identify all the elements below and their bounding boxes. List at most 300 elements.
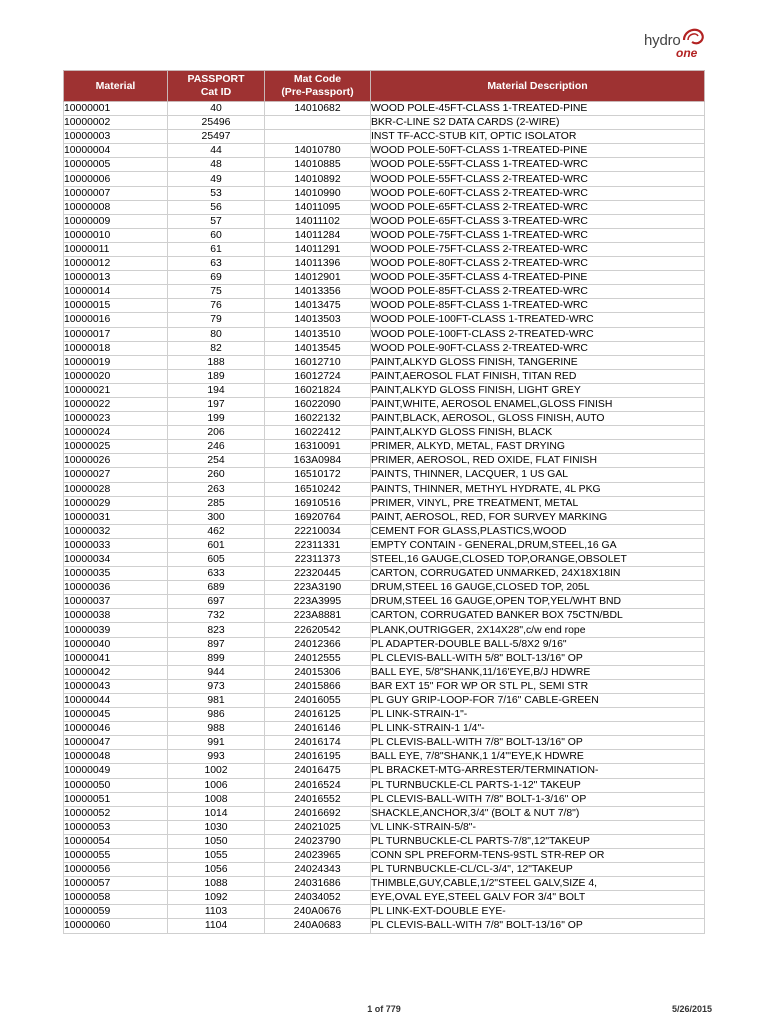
- cell-material: 10000002: [64, 116, 168, 130]
- cell-mat-code: 24016692: [265, 806, 371, 820]
- cell-passport-cat-id: 246: [168, 440, 265, 454]
- materials-table: [63, 70, 705, 934]
- cell-passport-cat-id: 199: [168, 412, 265, 426]
- cell-mat-code: 14013475: [265, 299, 371, 313]
- cell-material-description: PAINT,ALKYD GLOSS FINISH, BLACK: [371, 426, 705, 440]
- table-header-row: [64, 71, 705, 102]
- table-row: [64, 722, 705, 736]
- cell-passport-cat-id: 189: [168, 369, 265, 383]
- cell-material: 10000020: [64, 369, 168, 383]
- table-row: [64, 665, 705, 679]
- cell-material-description: WOOD POLE-80FT-CLASS 2-TREATED-WRC: [371, 257, 705, 271]
- cell-mat-code: 16910516: [265, 496, 371, 510]
- hydro-one-logo: [644, 22, 716, 66]
- cell-material: 10000006: [64, 172, 168, 186]
- cell-mat-code: 14010780: [265, 144, 371, 158]
- cell-material: 10000011: [64, 242, 168, 256]
- cell-passport-cat-id: 1014: [168, 806, 265, 820]
- cell-passport-cat-id: 75: [168, 285, 265, 299]
- table-row: [64, 863, 705, 877]
- table-row: [64, 496, 705, 510]
- cell-mat-code: 24016195: [265, 750, 371, 764]
- table-row: [64, 130, 705, 144]
- cell-passport-cat-id: 697: [168, 595, 265, 609]
- logo-text-one: one: [676, 46, 698, 60]
- cell-passport-cat-id: 973: [168, 679, 265, 693]
- cell-passport-cat-id: 25496: [168, 116, 265, 130]
- column-header-material: Material: [64, 71, 168, 102]
- table-row: [64, 581, 705, 595]
- cell-mat-code: 16920764: [265, 510, 371, 524]
- cell-mat-code: 240A0676: [265, 905, 371, 919]
- cell-material-description: PAINTS, THINNER, METHYL HYDRATE, 4L PKG: [371, 482, 705, 496]
- cell-passport-cat-id: 1008: [168, 792, 265, 806]
- table-row: [64, 412, 705, 426]
- cell-mat-code: 16310091: [265, 440, 371, 454]
- cell-material: 10000056: [64, 863, 168, 877]
- cell-material: 10000005: [64, 158, 168, 172]
- cell-passport-cat-id: 1030: [168, 820, 265, 834]
- table-row: [64, 144, 705, 158]
- table-row: [64, 397, 705, 411]
- table-row: [64, 468, 705, 482]
- cell-mat-code: 16012724: [265, 369, 371, 383]
- cell-passport-cat-id: 993: [168, 750, 265, 764]
- cell-material-description: PAINT,ALKYD GLOSS FINISH, TANGERINE: [371, 355, 705, 369]
- cell-mat-code: 24021025: [265, 820, 371, 834]
- cell-material: 10000035: [64, 567, 168, 581]
- cell-material-description: PAINT,WHITE, AEROSOL ENAMEL,GLOSS FINISH: [371, 397, 705, 411]
- cell-mat-code: 24034052: [265, 891, 371, 905]
- table-row: [64, 369, 705, 383]
- cell-material: 10000028: [64, 482, 168, 496]
- cell-mat-code: 16021824: [265, 383, 371, 397]
- cell-mat-code: 223A3190: [265, 581, 371, 595]
- cell-mat-code: 16022090: [265, 397, 371, 411]
- cell-material: 10000018: [64, 341, 168, 355]
- table-row: [64, 426, 705, 440]
- cell-material: 10000040: [64, 637, 168, 651]
- cell-material: 10000060: [64, 919, 168, 933]
- cell-material-description: PAINTS, THINNER, LACQUER, 1 US GAL: [371, 468, 705, 482]
- cell-mat-code: 24016055: [265, 693, 371, 707]
- cell-passport-cat-id: 899: [168, 651, 265, 665]
- cell-material: 10000013: [64, 271, 168, 285]
- table-row: [64, 172, 705, 186]
- cell-passport-cat-id: 197: [168, 397, 265, 411]
- cell-material-description: VL LINK-STRAIN-5/8"-: [371, 820, 705, 834]
- cell-material-description: SHACKLE,ANCHOR,3/4" (BOLT & NUT 7/8"): [371, 806, 705, 820]
- cell-material-description: CARTON, CORRUGATED BANKER BOX 75CTN/BDL: [371, 609, 705, 623]
- cell-material-description: PAINT,ALKYD GLOSS FINISH, LIGHT GREY: [371, 383, 705, 397]
- cell-material: 10000052: [64, 806, 168, 820]
- cell-material: 10000041: [64, 651, 168, 665]
- table-row: [64, 623, 705, 637]
- cell-material-description: PL CLEVIS-BALL-WITH 7/8" BOLT-13/16" OP: [371, 919, 705, 933]
- table-row: [64, 651, 705, 665]
- table-row: [64, 595, 705, 609]
- cell-material: 10000059: [64, 905, 168, 919]
- cell-material-description: WOOD POLE-75FT-CLASS 1-TREATED-WRC: [371, 228, 705, 242]
- cell-mat-code: 24023965: [265, 848, 371, 862]
- cell-passport-cat-id: 1050: [168, 834, 265, 848]
- table-row: [64, 228, 705, 242]
- cell-material-description: PAINT,BLACK, AEROSOL, GLOSS FINISH, AUTO: [371, 412, 705, 426]
- cell-mat-code: 24016524: [265, 778, 371, 792]
- cell-material-description: PL BRACKET-MTG-ARRESTER/TERMINATION-: [371, 764, 705, 778]
- cell-mat-code: 24031686: [265, 877, 371, 891]
- cell-material: 10000029: [64, 496, 168, 510]
- cell-passport-cat-id: 1006: [168, 778, 265, 792]
- cell-mat-code: 16510172: [265, 468, 371, 482]
- cell-material: 10000016: [64, 313, 168, 327]
- cell-passport-cat-id: 633: [168, 567, 265, 581]
- cell-mat-code: 24016552: [265, 792, 371, 806]
- table-row: [64, 736, 705, 750]
- cell-mat-code: 24016174: [265, 736, 371, 750]
- cell-material: 10000012: [64, 257, 168, 271]
- table-row: [64, 186, 705, 200]
- table-row: [64, 848, 705, 862]
- cell-material: 10000058: [64, 891, 168, 905]
- cell-passport-cat-id: 254: [168, 454, 265, 468]
- cell-material-description: WOOD POLE-35FT-CLASS 4-TREATED-PINE: [371, 271, 705, 285]
- cell-mat-code: 24015866: [265, 679, 371, 693]
- table-row: [64, 834, 705, 848]
- cell-passport-cat-id: 823: [168, 623, 265, 637]
- cell-material-description: WOOD POLE-100FT-CLASS 2-TREATED-WRC: [371, 327, 705, 341]
- table-row: [64, 383, 705, 397]
- cell-material: 10000046: [64, 722, 168, 736]
- table-row: [64, 891, 705, 905]
- cell-material: 10000055: [64, 848, 168, 862]
- table-row: [64, 102, 705, 116]
- cell-material: 10000053: [64, 820, 168, 834]
- table-row: [64, 679, 705, 693]
- cell-passport-cat-id: 986: [168, 708, 265, 722]
- cell-passport-cat-id: 69: [168, 271, 265, 285]
- cell-passport-cat-id: 285: [168, 496, 265, 510]
- cell-material-description: STEEL,16 GAUGE,CLOSED TOP,ORANGE,OBSOLET: [371, 553, 705, 567]
- cell-passport-cat-id: 601: [168, 538, 265, 552]
- cell-mat-code: 14012901: [265, 271, 371, 285]
- cell-material-description: PLANK,OUTRIGGER, 2X14X28",c/w end rope: [371, 623, 705, 637]
- cell-mat-code: 16022412: [265, 426, 371, 440]
- cell-material: 10000026: [64, 454, 168, 468]
- table-row: [64, 482, 705, 496]
- cell-passport-cat-id: 80: [168, 327, 265, 341]
- cell-material: 10000019: [64, 355, 168, 369]
- cell-passport-cat-id: 462: [168, 524, 265, 538]
- cell-material: 10000038: [64, 609, 168, 623]
- table-row: [64, 708, 705, 722]
- cell-mat-code: 14011396: [265, 257, 371, 271]
- cell-passport-cat-id: 76: [168, 299, 265, 313]
- table-row: [64, 440, 705, 454]
- cell-material: 10000031: [64, 510, 168, 524]
- cell-material-description: WOOD POLE-85FT-CLASS 1-TREATED-WRC: [371, 299, 705, 313]
- cell-passport-cat-id: 944: [168, 665, 265, 679]
- table-row: [64, 299, 705, 313]
- cell-material-description: PRIMER, AEROSOL, RED OXIDE, FLAT FINISH: [371, 454, 705, 468]
- cell-passport-cat-id: 188: [168, 355, 265, 369]
- cell-material-description: PL LINK-STRAIN-1"-: [371, 708, 705, 722]
- cell-material-description: PL ADAPTER-DOUBLE BALL-5/8X2 9/16": [371, 637, 705, 651]
- cell-mat-code: 22210034: [265, 524, 371, 538]
- cell-mat-code: 223A3995: [265, 595, 371, 609]
- column-header-mat-code: Mat Code (Pre-Passport): [265, 71, 371, 102]
- cell-material: 10000024: [64, 426, 168, 440]
- cell-material-description: WOOD POLE-60FT-CLASS 2-TREATED-WRC: [371, 186, 705, 200]
- cell-passport-cat-id: 1002: [168, 764, 265, 778]
- cell-material: 10000042: [64, 665, 168, 679]
- cell-material-description: WOOD POLE-100FT-CLASS 1-TREATED-WRC: [371, 313, 705, 327]
- cell-passport-cat-id: 300: [168, 510, 265, 524]
- cell-mat-code: 16012710: [265, 355, 371, 369]
- cell-material-description: PL CLEVIS-BALL-WITH 7/8" BOLT-1-3/16" OP: [371, 792, 705, 806]
- table-row: [64, 524, 705, 538]
- column-header-passport-cat-id: PASSPORT Cat ID: [168, 71, 265, 102]
- cell-material-description: BALL EYE, 7/8"SHANK,1 1/4"'EYE,K HDWRE: [371, 750, 705, 764]
- cell-material: 10000025: [64, 440, 168, 454]
- cell-passport-cat-id: 260: [168, 468, 265, 482]
- table-row: [64, 271, 705, 285]
- table-row: [64, 750, 705, 764]
- cell-material-description: PL LINK-STRAIN-1 1/4"-: [371, 722, 705, 736]
- cell-passport-cat-id: 1056: [168, 863, 265, 877]
- cell-material: 10000015: [64, 299, 168, 313]
- cell-passport-cat-id: 194: [168, 383, 265, 397]
- table-row: [64, 919, 705, 933]
- cell-passport-cat-id: 60: [168, 228, 265, 242]
- cell-mat-code: 14010892: [265, 172, 371, 186]
- cell-material-description: INST TF-ACC-STUB KIT, OPTIC ISOLATOR: [371, 130, 705, 144]
- cell-material: 10000010: [64, 228, 168, 242]
- cell-passport-cat-id: 263: [168, 482, 265, 496]
- cell-material-description: EYE,OVAL EYE,STEEL GALV FOR 3/4" BOLT: [371, 891, 705, 905]
- cell-material-description: WOOD POLE-85FT-CLASS 2-TREATED-WRC: [371, 285, 705, 299]
- cell-mat-code: 22311331: [265, 538, 371, 552]
- cell-material-description: CEMENT FOR GLASS,PLASTICS,WOOD: [371, 524, 705, 538]
- cell-mat-code: 163A0984: [265, 454, 371, 468]
- cell-passport-cat-id: 991: [168, 736, 265, 750]
- table-row: [64, 609, 705, 623]
- cell-passport-cat-id: 63: [168, 257, 265, 271]
- cell-material-description: DRUM,STEEL 16 GAUGE,CLOSED TOP, 205L: [371, 581, 705, 595]
- cell-mat-code: 14010885: [265, 158, 371, 172]
- table-row: [64, 693, 705, 707]
- table-row: [64, 510, 705, 524]
- cell-mat-code: 14011291: [265, 242, 371, 256]
- cell-material-description: PL TURNBUCKLE-CL/CL-3/4", 12"TAKEUP: [371, 863, 705, 877]
- cell-passport-cat-id: 48: [168, 158, 265, 172]
- cell-material-description: WOOD POLE-65FT-CLASS 2-TREATED-WRC: [371, 200, 705, 214]
- table-row: [64, 778, 705, 792]
- cell-mat-code: 14011095: [265, 200, 371, 214]
- table-row: [64, 200, 705, 214]
- cell-material-description: BKR-C-LINE S2 DATA CARDS (2-WIRE): [371, 116, 705, 130]
- cell-mat-code: 240A0683: [265, 919, 371, 933]
- cell-mat-code: 14013503: [265, 313, 371, 327]
- cell-material: 10000043: [64, 679, 168, 693]
- cell-material-description: CARTON, CORRUGATED UNMARKED, 24X18X18IN: [371, 567, 705, 581]
- cell-material-description: WOOD POLE-90FT-CLASS 2-TREATED-WRC: [371, 341, 705, 355]
- cell-passport-cat-id: 61: [168, 242, 265, 256]
- page-number: 1 of 779: [367, 1004, 401, 1014]
- cell-material-description: PRIMER, ALKYD, METAL, FAST DRYING: [371, 440, 705, 454]
- cell-material: 10000045: [64, 708, 168, 722]
- cell-material-description: WOOD POLE-55FT-CLASS 1-TREATED-WRC: [371, 158, 705, 172]
- cell-passport-cat-id: 732: [168, 609, 265, 623]
- cell-passport-cat-id: 53: [168, 186, 265, 200]
- cell-mat-code: 24012555: [265, 651, 371, 665]
- table-row: [64, 257, 705, 271]
- cell-mat-code: 14010990: [265, 186, 371, 200]
- cell-material: 10000057: [64, 877, 168, 891]
- table-row: [64, 327, 705, 341]
- cell-passport-cat-id: 981: [168, 693, 265, 707]
- cell-mat-code: 24015306: [265, 665, 371, 679]
- table-row: [64, 214, 705, 228]
- cell-material-description: WOOD POLE-65FT-CLASS 3-TREATED-WRC: [371, 214, 705, 228]
- cell-passport-cat-id: 897: [168, 637, 265, 651]
- cell-material-description: PAINT,AEROSOL FLAT FINISH, TITAN RED: [371, 369, 705, 383]
- cell-mat-code: 24016125: [265, 708, 371, 722]
- cell-material: 10000050: [64, 778, 168, 792]
- table-row: [64, 454, 705, 468]
- cell-mat-code: 22320445: [265, 567, 371, 581]
- table-row: [64, 820, 705, 834]
- cell-mat-code: 14013356: [265, 285, 371, 299]
- cell-material: 10000004: [64, 144, 168, 158]
- cell-material-description: PRIMER, VINYL, PRE TREATMENT, METAL: [371, 496, 705, 510]
- cell-mat-code: [265, 130, 371, 144]
- cell-passport-cat-id: 25497: [168, 130, 265, 144]
- cell-material: 10000017: [64, 327, 168, 341]
- cell-material-description: EMPTY CONTAIN - GENERAL,DRUM,STEEL,16 GA: [371, 538, 705, 552]
- cell-material: 10000022: [64, 397, 168, 411]
- cell-mat-code: 14011102: [265, 214, 371, 228]
- cell-material: 10000021: [64, 383, 168, 397]
- logo-text-hydro: hydro: [644, 32, 681, 49]
- cell-passport-cat-id: 82: [168, 341, 265, 355]
- table-body: [64, 102, 705, 934]
- cell-material: 10000036: [64, 581, 168, 595]
- table-row: [64, 116, 705, 130]
- cell-material-description: BALL EYE, 5/8"SHANK,11/16'EYE,B/J HDWRE: [371, 665, 705, 679]
- table-row: [64, 905, 705, 919]
- cell-mat-code: 22620542: [265, 623, 371, 637]
- cell-material-description: PAINT, AEROSOL, RED, FOR SURVEY MARKING: [371, 510, 705, 524]
- cell-passport-cat-id: 49: [168, 172, 265, 186]
- cell-mat-code: 14010682: [265, 102, 371, 116]
- cell-material: 10000008: [64, 200, 168, 214]
- cell-mat-code: 24024343: [265, 863, 371, 877]
- cell-mat-code: 16510242: [265, 482, 371, 496]
- cell-passport-cat-id: 40: [168, 102, 265, 116]
- cell-material: 10000003: [64, 130, 168, 144]
- cell-passport-cat-id: 1092: [168, 891, 265, 905]
- table-row: [64, 877, 705, 891]
- cell-mat-code: 22311373: [265, 553, 371, 567]
- cell-material: 10000033: [64, 538, 168, 552]
- cell-material-description: DRUM,STEEL 16 GAUGE,OPEN TOP,YEL/WHT BND: [371, 595, 705, 609]
- table-row: [64, 567, 705, 581]
- cell-passport-cat-id: 605: [168, 553, 265, 567]
- cell-mat-code: 24023790: [265, 834, 371, 848]
- cell-material-description: THIMBLE,GUY,CABLE,1/2"STEEL GALV,SIZE 4,: [371, 877, 705, 891]
- cell-material: 10000047: [64, 736, 168, 750]
- cell-material: 10000007: [64, 186, 168, 200]
- cell-material: 10000027: [64, 468, 168, 482]
- cell-material-description: WOOD POLE-75FT-CLASS 2-TREATED-WRC: [371, 242, 705, 256]
- cell-material: 10000048: [64, 750, 168, 764]
- cell-material-description: BAR EXT 15" FOR WP OR STL PL, SEMI STR: [371, 679, 705, 693]
- cell-mat-code: 24012366: [265, 637, 371, 651]
- table-row: [64, 792, 705, 806]
- table-row: [64, 313, 705, 327]
- cell-passport-cat-id: 79: [168, 313, 265, 327]
- cell-passport-cat-id: 1088: [168, 877, 265, 891]
- cell-material-description: PL GUY GRIP-LOOP-FOR 7/16" CABLE-GREEN: [371, 693, 705, 707]
- cell-material-description: PL CLEVIS-BALL-WITH 7/8" BOLT-13/16" OP: [371, 736, 705, 750]
- table-row: [64, 764, 705, 778]
- cell-material: 10000001: [64, 102, 168, 116]
- cell-passport-cat-id: 57: [168, 214, 265, 228]
- cell-material-description: PL LINK-EXT-DOUBLE EYE-: [371, 905, 705, 919]
- table-row: [64, 341, 705, 355]
- cell-passport-cat-id: 689: [168, 581, 265, 595]
- column-header-material-description: Material Description: [371, 71, 705, 102]
- cell-material: 10000009: [64, 214, 168, 228]
- cell-passport-cat-id: 206: [168, 426, 265, 440]
- cell-material: 10000049: [64, 764, 168, 778]
- table-row: [64, 553, 705, 567]
- cell-material-description: PL TURNBUCKLE-CL PARTS-1-12" TAKEUP: [371, 778, 705, 792]
- cell-material: 10000034: [64, 553, 168, 567]
- report-date: 5/26/2015: [672, 1004, 713, 1014]
- cell-passport-cat-id: 56: [168, 200, 265, 214]
- cell-mat-code: [265, 116, 371, 130]
- table-row: [64, 242, 705, 256]
- cell-material-description: WOOD POLE-50FT-CLASS 1-TREATED-PINE: [371, 144, 705, 158]
- table-row: [64, 158, 705, 172]
- cell-material-description: WOOD POLE-55FT-CLASS 2-TREATED-WRC: [371, 172, 705, 186]
- table-row: [64, 355, 705, 369]
- cell-mat-code: 14013510: [265, 327, 371, 341]
- cell-passport-cat-id: 1055: [168, 848, 265, 862]
- cell-material: 10000023: [64, 412, 168, 426]
- table-row: [64, 285, 705, 299]
- cell-passport-cat-id: 44: [168, 144, 265, 158]
- cell-mat-code: 223A8881: [265, 609, 371, 623]
- cell-mat-code: 24016475: [265, 764, 371, 778]
- cell-mat-code: 24016146: [265, 722, 371, 736]
- cell-passport-cat-id: 1104: [168, 919, 265, 933]
- table-row: [64, 637, 705, 651]
- cell-material: 10000037: [64, 595, 168, 609]
- cell-material-description: CONN SPL PREFORM-TENS-9STL STR-REP OR: [371, 848, 705, 862]
- cell-material: 10000039: [64, 623, 168, 637]
- cell-mat-code: 14013545: [265, 341, 371, 355]
- cell-mat-code: 14011284: [265, 228, 371, 242]
- cell-material: 10000054: [64, 834, 168, 848]
- cell-material: 10000014: [64, 285, 168, 299]
- cell-material-description: PL TURNBUCKLE-CL PARTS-7/8",12"TAKEUP: [371, 834, 705, 848]
- table-row: [64, 806, 705, 820]
- cell-material: 10000044: [64, 693, 168, 707]
- cell-material: 10000032: [64, 524, 168, 538]
